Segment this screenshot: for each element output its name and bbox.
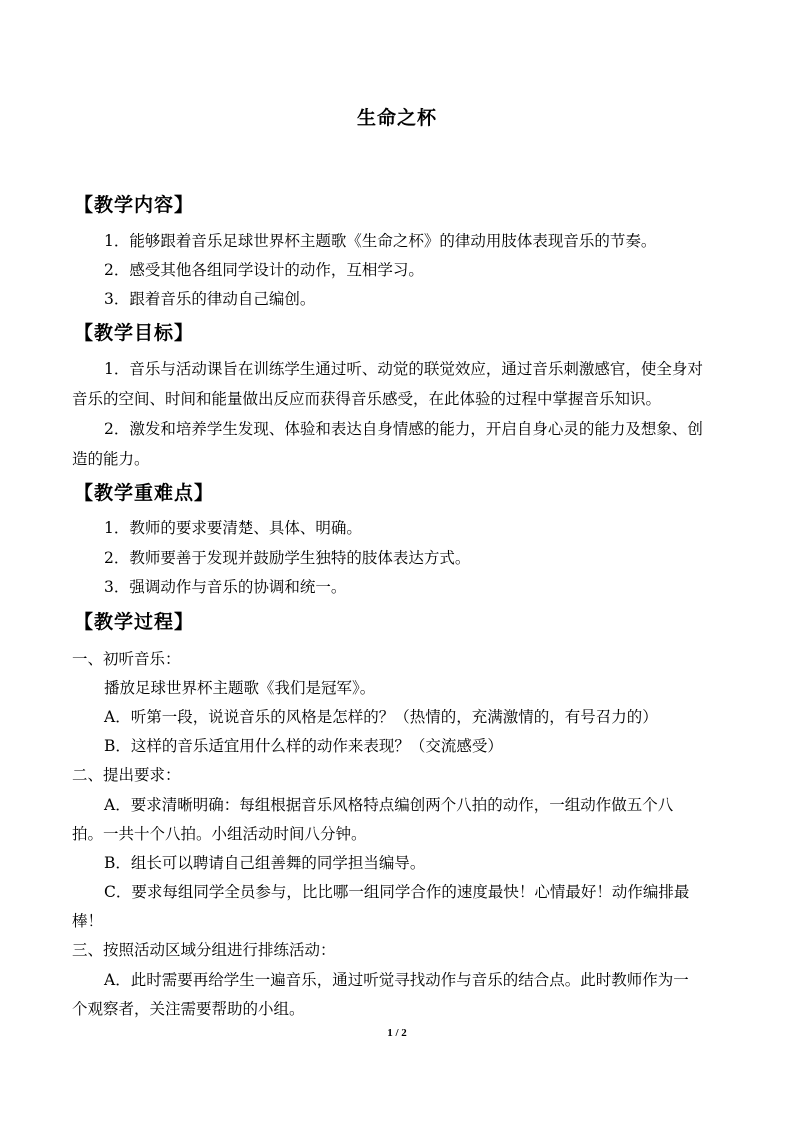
process-step1-intro: 播放足球世界杯主题歌《我们是冠军》。 (104, 679, 376, 697)
page-title: 生命之杯 (356, 107, 437, 129)
process-step1-b: B．这样的音乐适宜用什么样的动作来表现？（交流感受） (104, 737, 503, 755)
process-step1-a: A．听第一段，说说音乐的风格是怎样的？（热情的，充满激情的，有号召力的） (104, 708, 658, 726)
process-step2-b: B．组长可以聘请自己组善舞的同学担当编导。 (104, 854, 426, 872)
section-heading-process: 【教学过程】 (74, 611, 195, 633)
section-heading-key-points: 【教学重难点】 (74, 482, 215, 504)
key-point-2: 2．教师要善于发现并鼓励学生独特的肢体表达方式。 (104, 549, 471, 567)
process-step2-c-line1: C．要求每组同学全员参与，比比哪一组同学合作的速度最快！心情最好！动作编排最 (104, 883, 690, 901)
goals-p2-line2: 造的能力。 (72, 450, 150, 468)
section-heading-goals: 【教学目标】 (74, 322, 195, 344)
section-heading-content: 【教学内容】 (74, 194, 195, 216)
key-point-3: 3．强调动作与音乐的协调和统一。 (104, 578, 347, 596)
process-step2-a-line2: 拍。一共十个八拍。小组活动时间八分钟。 (72, 825, 367, 843)
goals-p1-line2: 音乐的空间、时间和能量做出反应而获得音乐感受，在此体验的过程中掌握音乐知识。 (72, 390, 662, 408)
content-item-1: 1．能够跟着音乐足球世界杯主题歌《生命之杯》的律动用肢体表现音乐的节奏。 (104, 232, 657, 250)
page-number: 1 / 2 (387, 1027, 407, 1039)
process-step3-a-line2: 个观察者，关注需要帮助的小组。 (72, 1000, 305, 1018)
content-item-3: 3．跟着音乐的律动自己编创。 (104, 290, 316, 308)
goals-p2-line1: 2．激发和培养学生发现、体验和表达自身情感的能力，开启自身心灵的能力及想象、创 (104, 420, 703, 438)
content-item-2: 2．感受其他各组同学设计的动作，互相学习。 (104, 261, 424, 279)
process-step2-c-line2: 棒！ (72, 912, 104, 930)
process-step2-title: 二、提出要求： (72, 766, 181, 784)
key-point-1: 1．教师的要求要清楚、具体、明确。 (104, 519, 362, 537)
process-step2-a-line1: A．要求清晰明确：每组根据音乐风格特点编创两个八拍的动作，一组动作做五个八 (104, 796, 674, 814)
goals-p1-line1: 1．音乐与活动课旨在训练学生通过听、动觉的联觉效应，通过音乐刺激感官，使全身对 (104, 360, 703, 378)
process-step1-title: 一、初听音乐： (72, 650, 181, 668)
process-step3-a-line1: A．此时需要再给学生一遍音乐，通过听觉寻找动作与音乐的结合点。此时教师作为一 (104, 971, 689, 989)
process-step3-title: 三、按照活动区域分组进行排练活动： (72, 941, 336, 959)
